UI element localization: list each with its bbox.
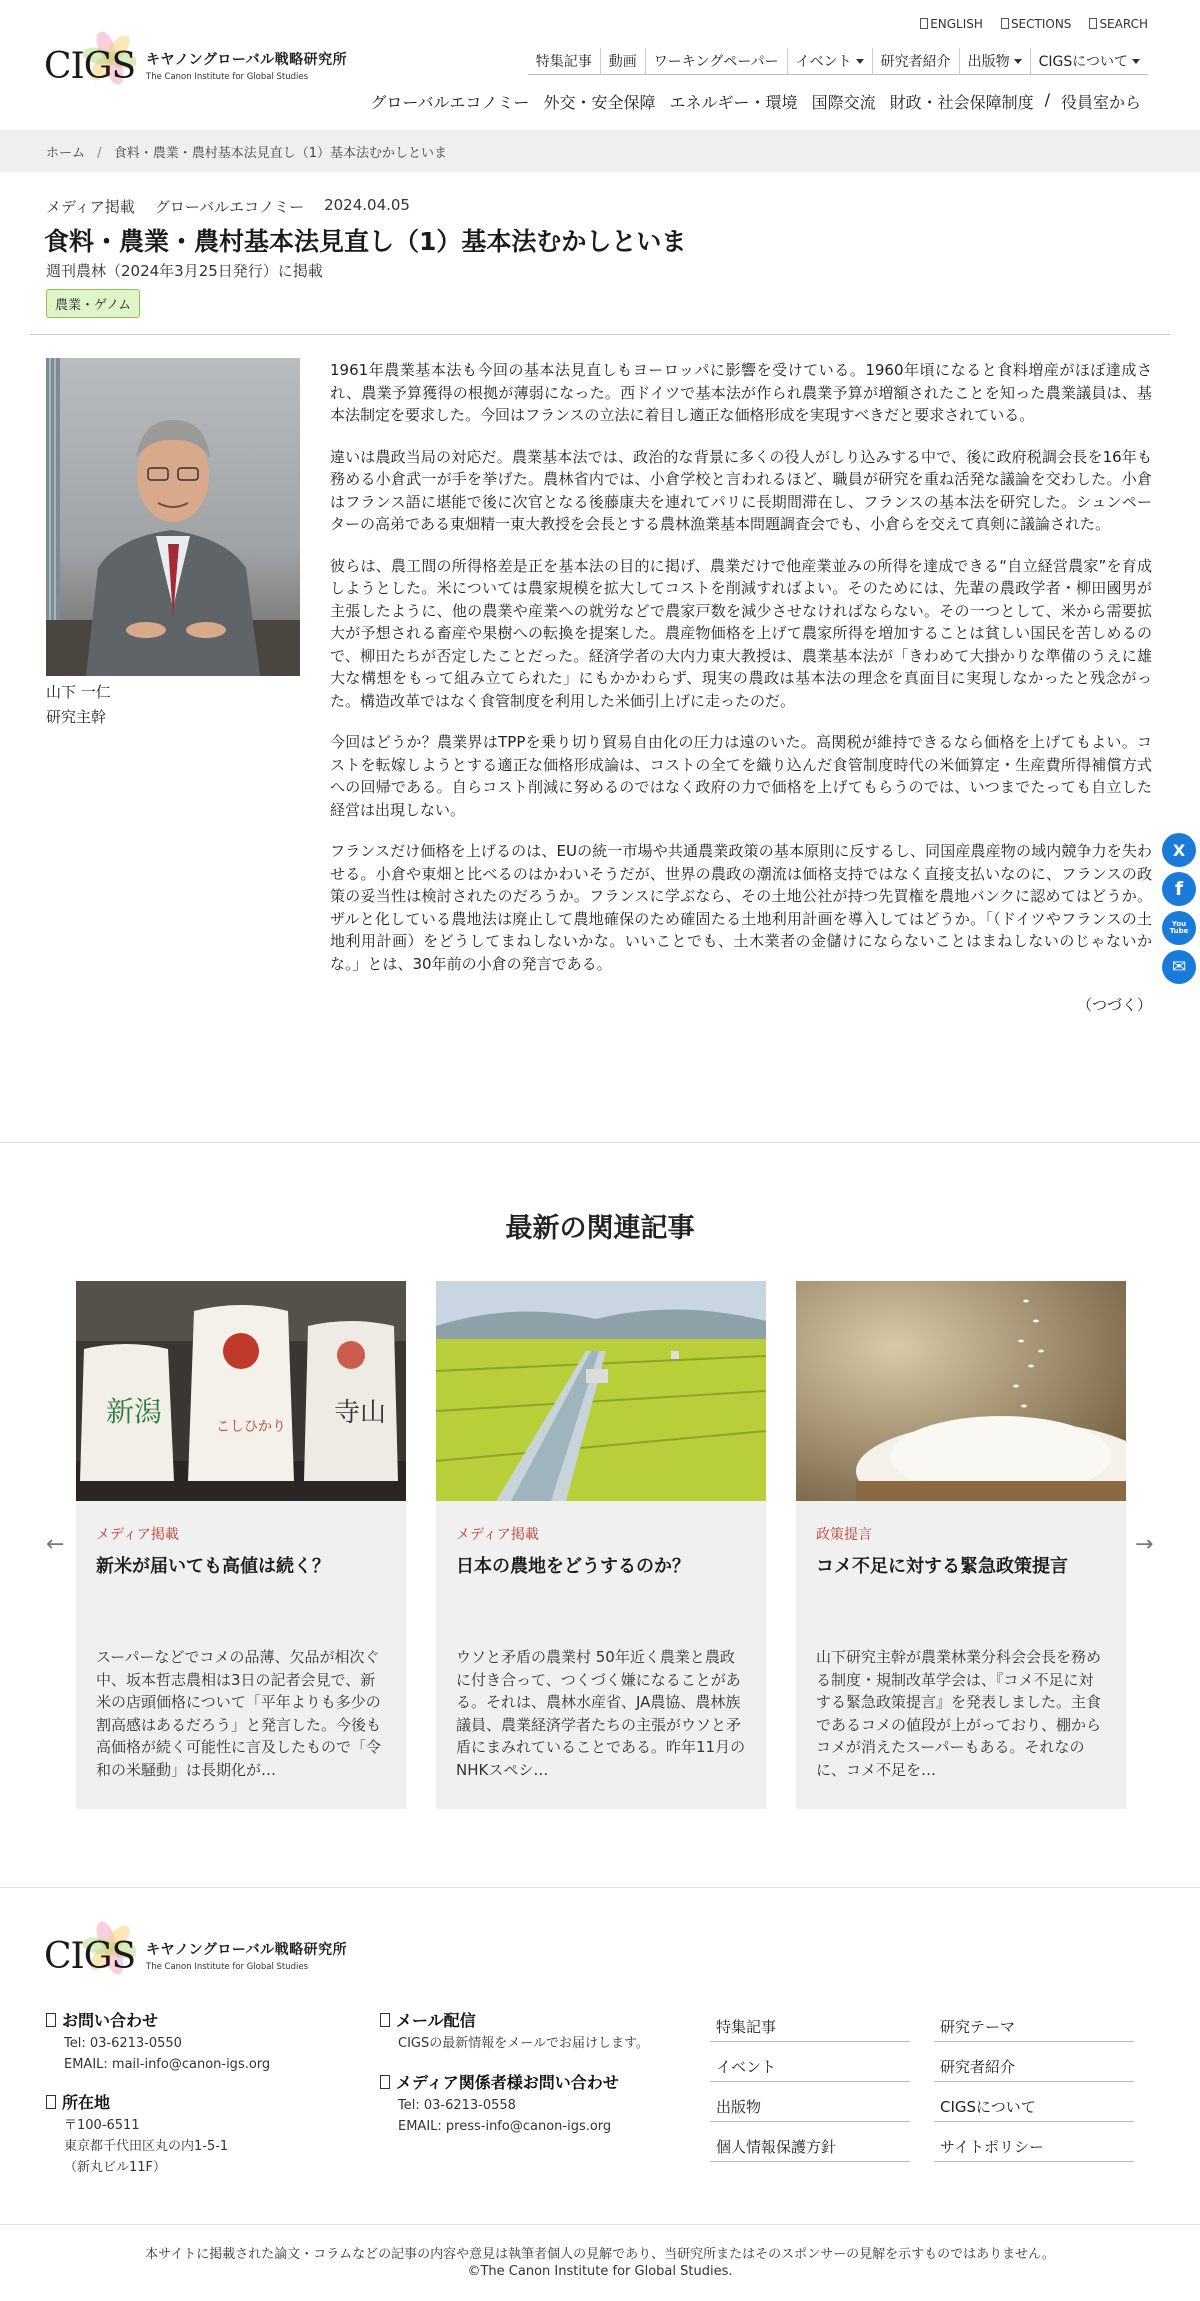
logo-english: The Canon Institute for Global Studies xyxy=(146,71,309,82)
section-nav xyxy=(363,90,1148,113)
address-building: （新丸ビル11F） xyxy=(64,2160,167,2175)
card-title: 日本の農地をどうするのか？ xyxy=(456,1556,690,1577)
contact-heading: お問い合わせ xyxy=(46,2010,270,2031)
newsletter-text: CIGSの最新情報をメールでお届けします。 xyxy=(398,2036,649,2051)
author-role: 研究主幹 xyxy=(46,708,107,726)
white-rice-image xyxy=(796,1281,1126,1501)
author-portrait-image xyxy=(46,358,300,676)
bag-label: 新潟 xyxy=(106,1395,163,1428)
nav-researchers[interactable]: 研究者紹介 xyxy=(872,48,959,75)
footer-link-site-policy[interactable]: サイトポリシー xyxy=(934,2136,1134,2162)
bag-label: 寺山 xyxy=(334,1398,387,1428)
mail-icon xyxy=(380,2013,390,2027)
footer-logo[interactable] xyxy=(44,1918,347,1988)
primary-nav xyxy=(528,48,1148,75)
share-x-button[interactable] xyxy=(1162,833,1196,867)
email-icon: ✉ xyxy=(1171,957,1187,977)
newsletter-heading[interactable]: メール配信 xyxy=(380,2010,649,2031)
article-paragraph: 今回はどうか？農業界はTPPを乗り切り貿易自由化の圧力は遠のいた。高関税が維持できるなら価格を上げてもよい。コストを転嫁しようとする適正な価格形成論は、コストの全てを織り込んだ食管制度時代の米価算定・生産費所得補償方式への回帰である。自らコスト削減に努めるのではなく政府の力で価格を上げてもらうのでは、いつまでたっても自立した経営は出現しない。 xyxy=(330,733,1152,819)
footer-bottom-divider xyxy=(0,2224,1200,2225)
site-logo[interactable] xyxy=(44,28,347,98)
related-card[interactable] xyxy=(436,1281,766,1809)
english-icon xyxy=(920,18,928,29)
utility-links xyxy=(920,17,1148,31)
breadcrumb-home[interactable]: ホーム xyxy=(46,146,86,161)
search-link[interactable]: SEARCH xyxy=(1089,17,1148,31)
contact-email[interactable]: EMAIL: mail-info@canon-igs.org xyxy=(64,2057,271,2072)
press-heading: メディア関係者様お問い合わせ xyxy=(380,2072,619,2093)
card-category: メディア掲載 xyxy=(456,1527,539,1543)
footer-link-events[interactable]: イベント xyxy=(710,2056,910,2082)
section-diplomacy-security[interactable]: 外交・安全保障 xyxy=(543,93,656,112)
continued-note: （つづく） xyxy=(1076,996,1152,1014)
footer-link-researchers[interactable]: 研究者紹介 xyxy=(934,2056,1134,2082)
contact-tel: Tel: 03-6213-0550 xyxy=(64,2036,182,2051)
logo-text xyxy=(146,1939,347,1972)
section-fiscal-social-security[interactable]: 財政・社会保障制度 xyxy=(889,93,1034,112)
sections-icon xyxy=(1001,18,1009,29)
footer-divider xyxy=(0,1887,1200,1888)
x-icon: X xyxy=(1172,840,1186,860)
carousel-prev-button[interactable] xyxy=(46,1532,64,1557)
article-type[interactable]: メディア掲載 xyxy=(46,198,135,216)
article-paragraph: 1961年農業基本法も今回の基本法見直しもヨーロッパに影響を受けている。1960年頃になると食料増産がほぼ達成され、農業予算獲得の根拠が薄弱になった。西ドイツで基本法が作られ農業予算が増額されたことを知った農業議員は、基本法制定を要求した。今回はフランスの立法に着目し適正な価格形成を実現すべきだと要求されている。 xyxy=(330,361,1152,424)
logo-wordmark: CIGS xyxy=(44,1936,136,1977)
share-email-button[interactable] xyxy=(1162,950,1196,984)
address-heading: 所在地 xyxy=(46,2092,228,2113)
article-paragraph: フランスだけ価格を上げるのは、EUの統一市場や共通農業政策の基本原則に反するし、同国産農産物の域内競争力を失わせる。小倉や東畑と比べるのはかわいそうだが、世界の農政の潮流は価格支持ではなく直接支払いなのに、フランスの政策の妥当性は検討されたのだろうか。フランスに学ぶなら、その土地公社が持つ先買権を農地バンクに認めてはどうか。ザルと化している農地法は廃止して農地確保のため確固たる土地利用計画を導入してはどうか。「（ドイツやフランスの土地利用計画）をどうしてまねしないかな。いいことでも、土木業者の金儲けにならないことはまねしないのじゃないかな。」とは、30年前の小倉の発言である。 xyxy=(330,842,1152,973)
footer-press xyxy=(380,2072,619,2137)
article-subtitle: 週刊農林（2024年3月25日発行）に掲載 xyxy=(46,262,323,280)
footer-link-publications[interactable]: 出版物 xyxy=(710,2096,910,2122)
page-title: 食料・農業・農村基本法見直し（1）基本法むかしといま xyxy=(44,227,687,256)
article-meta xyxy=(46,196,410,217)
chevron-down-icon xyxy=(1014,59,1022,64)
nav-publications[interactable]: 出版物 xyxy=(959,48,1030,75)
carousel-next-button[interactable] xyxy=(1135,1532,1153,1557)
section-international-exchange[interactable]: 国際交流 xyxy=(811,93,876,112)
arrow-right-icon: → xyxy=(1135,1532,1154,1557)
english-link[interactable]: ENGLISH xyxy=(920,17,983,31)
card-excerpt: ウソと矛盾の農業村 50年近く農業と農政に付き合って、つくづく嫌になることがある。それは、農林水産省、JA農協、農林族議員、農業経済学者たちの主張がウソと矛盾にまみれていることである。昨年11月のNHKスペシ… xyxy=(456,1648,746,1779)
nav-features[interactable]: 特集記事 xyxy=(528,48,600,75)
footer-link-features[interactable]: 特集記事 xyxy=(710,2016,910,2042)
article-paragraph: 彼らは、農工間の所得格差是正を基本法の目的に掲げ、農業だけで他産業並みの所得を達成できる“自立経営農家”を育成しようとした。米については農家規模を拡大してコストを削減すればよい。そのためには、先輩の農政学者・柳田國男が主張したように、他の農業や産業への就労などで農家戸数を減少させなければならない。その一つとして、米から需要拡大が予想される畜産や果樹への転換を提案した。農産物価格を上げて農家所得を増加することは貧しい国民を苦しめるので、柳田たちが否定したことだった。経済学者の大内力東大教授は、農業基本法が「きわめて大掛かりな準備のうえに雄大な構想をもって組み立てられた」にもかかわらず、現実の農政は基本法の理念を真面目に実現しなかったと残念がった。構造改革ではなく食管制度を利用した米価引上げに走ったのだ。 xyxy=(330,556,1152,710)
breadcrumb-current: 食料・農業・農村基本法見直し（1）基本法むかしといま xyxy=(113,146,447,161)
section-separator: / xyxy=(1044,90,1050,109)
chevron-down-icon xyxy=(1132,59,1140,64)
facebook-icon: f xyxy=(1174,878,1184,900)
breadcrumb-separator: / xyxy=(97,146,102,161)
article-date: 2024.04.05 xyxy=(324,196,410,214)
logo-text xyxy=(146,49,347,82)
copyright: ©The Canon Institute for Global Studies. xyxy=(467,2264,733,2279)
article-body xyxy=(330,359,1152,1036)
address-zip: 〒100-6511 xyxy=(64,2118,140,2133)
card-excerpt: 山下研究主幹が農業林業分科会会長を務める制度・規制改革学会は、『コメ不足に対する緊急政策提言』を発表しました。主食であるコメの値段が上がっており、棚からコメが消えたスーパーもある。それなのに、コメ不足を… xyxy=(816,1648,1102,1779)
logo-wordmark: CIGS xyxy=(44,46,136,87)
press-email[interactable]: EMAIL: press-info@canon-igs.org xyxy=(398,2119,612,2134)
nav-events[interactable]: イベント xyxy=(787,48,872,75)
disclaimer: 本サイトに掲載された論文・コラムなどの記事の内容や意見は執筆者個人の見解であり、当研究所またはそのスポンサーの見解を示すものではありません。 xyxy=(145,2247,1055,2262)
share-youtube-button[interactable] xyxy=(1162,911,1196,945)
article-section[interactable]: グローバルエコノミー xyxy=(154,198,305,216)
footer-address xyxy=(46,2092,228,2178)
author-photo[interactable] xyxy=(46,358,300,676)
share-buttons xyxy=(1162,833,1196,984)
related-heading: 最新の関連記事 xyxy=(505,1213,695,1244)
press-icon xyxy=(380,2075,390,2089)
card-excerpt: スーパーなどでコメの品薄、欠品が相次ぐ中、坂本哲志農相は3日の記者会見で、新米の店頭価格について「平年よりも多少の割高感はあるだろう」と発言した。今後も高価格が続く可能性に言及したもので「令和の米騒動」は長期化が… xyxy=(96,1648,382,1779)
logo-japanese: キヤノングローバル戦略研究所 xyxy=(146,51,348,68)
article-paragraph: 違いは農政当局の対応だ。農業基本法では、政治的な背景に多くの役人がしり込みする中で、後に政府税調会長を16年も務める小倉武一が手を挙げた。農林省内では、小倉学校と言われるほど、職員が研究を重ね活発な議論を交わした。小倉はフランス語に堪能で後に次官となる後藤康夫を連れてパリに長期間滞在し、フランスの基本法を研究した。シュンペーターの高弟である東畑精一東大教授を会長とする農林漁業基本問題調査会でも、小倉らを交えて真剣に議論された。 xyxy=(330,447,1152,533)
logo-japanese: キヤノングローバル戦略研究所 xyxy=(146,1941,348,1958)
breadcrumb xyxy=(0,130,1200,172)
footer-link-research-themes[interactable]: 研究テーマ xyxy=(934,2016,1134,2042)
topic-tag[interactable]: 農業・ゲノム xyxy=(46,289,140,318)
address-line: 東京都千代田区丸の内1-5-1 xyxy=(64,2139,229,2154)
press-tel: Tel: 03-6213-0558 xyxy=(398,2098,516,2113)
author-name[interactable]: 山下 一仁 xyxy=(46,683,111,701)
search-icon xyxy=(1089,18,1097,29)
section-divider xyxy=(0,1142,1200,1143)
nav-videos[interactable]: 動画 xyxy=(600,48,645,75)
card-category: 政策提言 xyxy=(816,1527,872,1543)
rice-bags-image xyxy=(76,1281,406,1501)
arrow-left-icon: ← xyxy=(46,1532,65,1557)
card-category: メディア掲載 xyxy=(96,1527,179,1543)
rice-paddy-image xyxy=(436,1281,766,1501)
section-executive-office[interactable]: 役員室から xyxy=(1060,93,1141,112)
nav-working-papers[interactable]: ワーキングペーパー xyxy=(645,48,787,75)
sections-link[interactable]: SECTIONS xyxy=(1001,17,1072,31)
footer-link-about[interactable]: CIGSについて xyxy=(934,2096,1134,2122)
section-global-economy[interactable]: グローバルエコノミー xyxy=(370,93,530,112)
chevron-down-icon xyxy=(856,59,864,64)
footer-newsletter xyxy=(380,2010,649,2054)
logo-english: The Canon Institute for Global Studies xyxy=(146,1961,309,1972)
related-card[interactable] xyxy=(76,1281,406,1809)
card-title: コメ不足に対する緊急政策提言 xyxy=(816,1556,1068,1577)
footer-contact xyxy=(46,2010,270,2075)
logo-mark xyxy=(44,28,136,98)
footer-link-privacy[interactable]: 個人情報保護方針 xyxy=(710,2136,910,2162)
card-title: 新米が届いても高値は続く？ xyxy=(96,1556,330,1577)
divider xyxy=(30,334,1170,335)
logo-mark xyxy=(44,1918,136,1988)
site-header xyxy=(0,0,1200,128)
share-facebook-button[interactable] xyxy=(1162,872,1196,906)
contact-icon xyxy=(46,2013,56,2027)
nav-about[interactable]: CIGSについて xyxy=(1030,48,1148,75)
related-card[interactable] xyxy=(796,1281,1126,1809)
location-icon xyxy=(46,2095,56,2109)
bag-label: こしひかり xyxy=(216,1419,286,1435)
youtube-icon: You Tube xyxy=(1169,920,1189,935)
section-energy-environment[interactable]: エネルギー・環境 xyxy=(669,93,798,112)
